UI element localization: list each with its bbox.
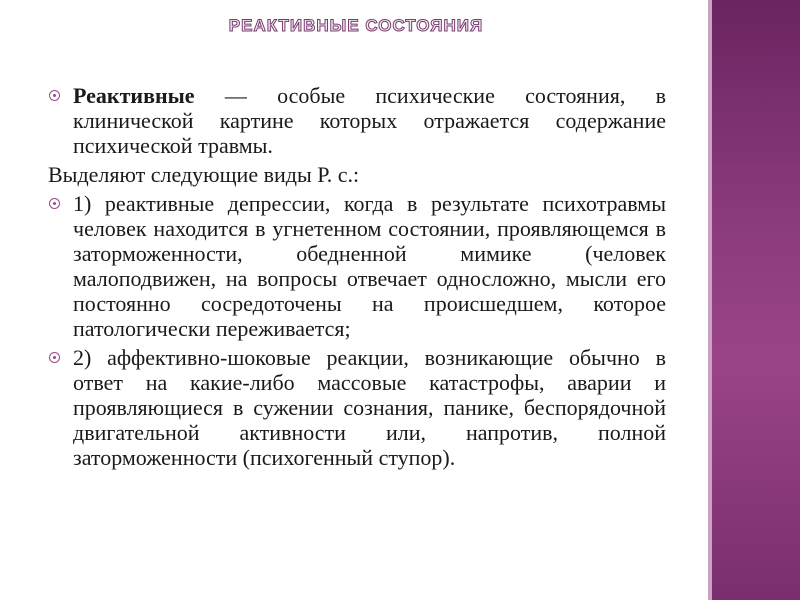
bullet-icon: [49, 352, 60, 363]
bullet-item-2-text: 2) аффективно-шоковые реакции, возникающие обычно в ответ на какие-либо массовые катастрофы, аварии и проявляющиеся в сужении сознания, панике, беспорядочной двигательной активности или, напротив, полной заторможенности (психогенный ступор).: [73, 345, 666, 470]
slide-body: [46, 83, 666, 474]
types-heading: Выделяют следующие виды Р. с.:: [48, 162, 360, 187]
definition-term: Реактивные: [73, 83, 195, 108]
bullet-icon: [49, 198, 60, 209]
bullet-item-2: [46, 345, 666, 470]
definition-text: — особые психические состояния, в клинической картине которых отражается содержание психической травмы.: [73, 83, 666, 158]
bullet-icon: [49, 90, 60, 101]
sidebar-decoration: [712, 0, 800, 600]
slide-title: РЕАКТИВНЫЕ СОСТОЯНИЯ: [228, 16, 484, 35]
bullet-item-1: [46, 191, 666, 341]
bullet-definition: [46, 83, 666, 158]
bullet-item-1-text: 1) реактивные депрессии, когда в результате психотравмы человек находится в угнетенном состоянии, проявляющемся в заторможенности, обедненной мимике (человек малоподвижен, на вопросы отвечает односложно, мысли его постоянно сосредоточены на происшедшем, которое патологически переживается;: [73, 191, 666, 341]
